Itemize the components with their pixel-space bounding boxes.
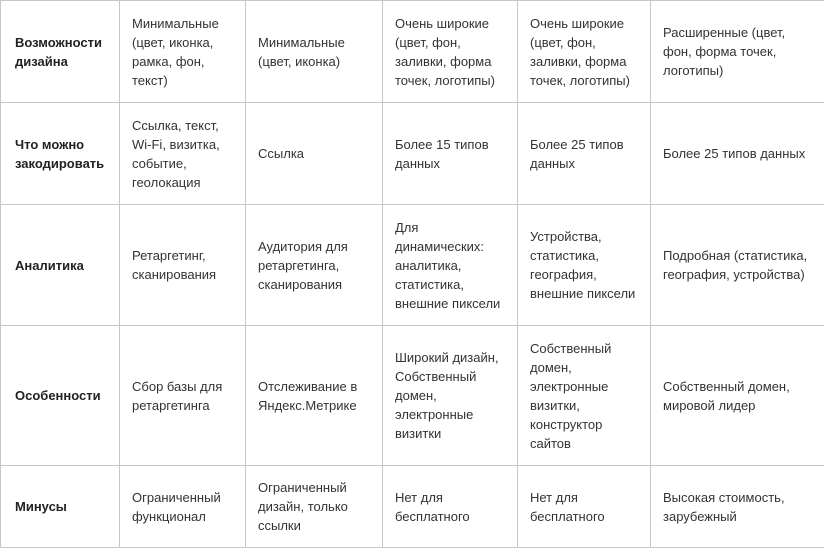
table-cell: Расширенные (цвет, фон, форма точек, логотипы): [651, 1, 824, 103]
row-header: Что можно закодировать: [1, 103, 120, 205]
table-cell: Подробная (статистика, география, устройства): [651, 205, 824, 326]
table-cell: Более 15 типов данных: [383, 103, 518, 205]
table-cell: Сбор базы для ретаргетинга: [120, 326, 246, 466]
table-cell: Для динамических: аналитика, статистика, внешние пиксели: [383, 205, 518, 326]
table-cell: Собственный домен, электронные визитки, конструктор сайтов: [518, 326, 651, 466]
row-header: Особенности: [1, 326, 120, 466]
table-cell: Ретаргетинг, сканирования: [120, 205, 246, 326]
table-cell: Очень широкие (цвет, фон, заливки, форма точек, логотипы): [518, 1, 651, 103]
table-cell: Ограниченный дизайн, только ссылки: [246, 466, 383, 548]
table-cell: Собственный домен, мировой лидер: [651, 326, 824, 466]
table-cell: Более 25 типов данных: [651, 103, 824, 205]
table-cell: Очень широкие (цвет, фон, заливки, форма точек, логотипы): [383, 1, 518, 103]
table-cell: Ограниченный функционал: [120, 466, 246, 548]
table-row-features: [1, 326, 824, 466]
row-header: Возможности дизайна: [1, 1, 120, 103]
table-cell: Ссылка, текст, Wi-Fi, визитка, событие, геолокация: [120, 103, 246, 205]
table-row-analytics: [1, 205, 824, 326]
table-row-design: [1, 1, 824, 103]
table-cell: Нет для бесплатного: [383, 466, 518, 548]
row-header: Минусы: [1, 466, 120, 548]
table-row-cons: [1, 466, 824, 548]
table-row-encoding: [1, 103, 824, 205]
table-cell: Широкий дизайн, Собственный домен, электронные визитки: [383, 326, 518, 466]
table-cell: Минимальные (цвет, иконка, рамка, фон, текст): [120, 1, 246, 103]
table-cell: Устройства, статистика, география, внешние пиксели: [518, 205, 651, 326]
table-cell: Нет для бесплатного: [518, 466, 651, 548]
table-cell: Минимальные (цвет, иконка): [246, 1, 383, 103]
row-header: Аналитика: [1, 205, 120, 326]
table-cell: Отслеживание в Яндекс.Метрике: [246, 326, 383, 466]
table-cell: Аудитория для ретаргетинга, сканирования: [246, 205, 383, 326]
table-cell: Ссылка: [246, 103, 383, 205]
table-cell: Высокая стоимость, зарубежный: [651, 466, 824, 548]
table-cell: Более 25 типов данных: [518, 103, 651, 205]
